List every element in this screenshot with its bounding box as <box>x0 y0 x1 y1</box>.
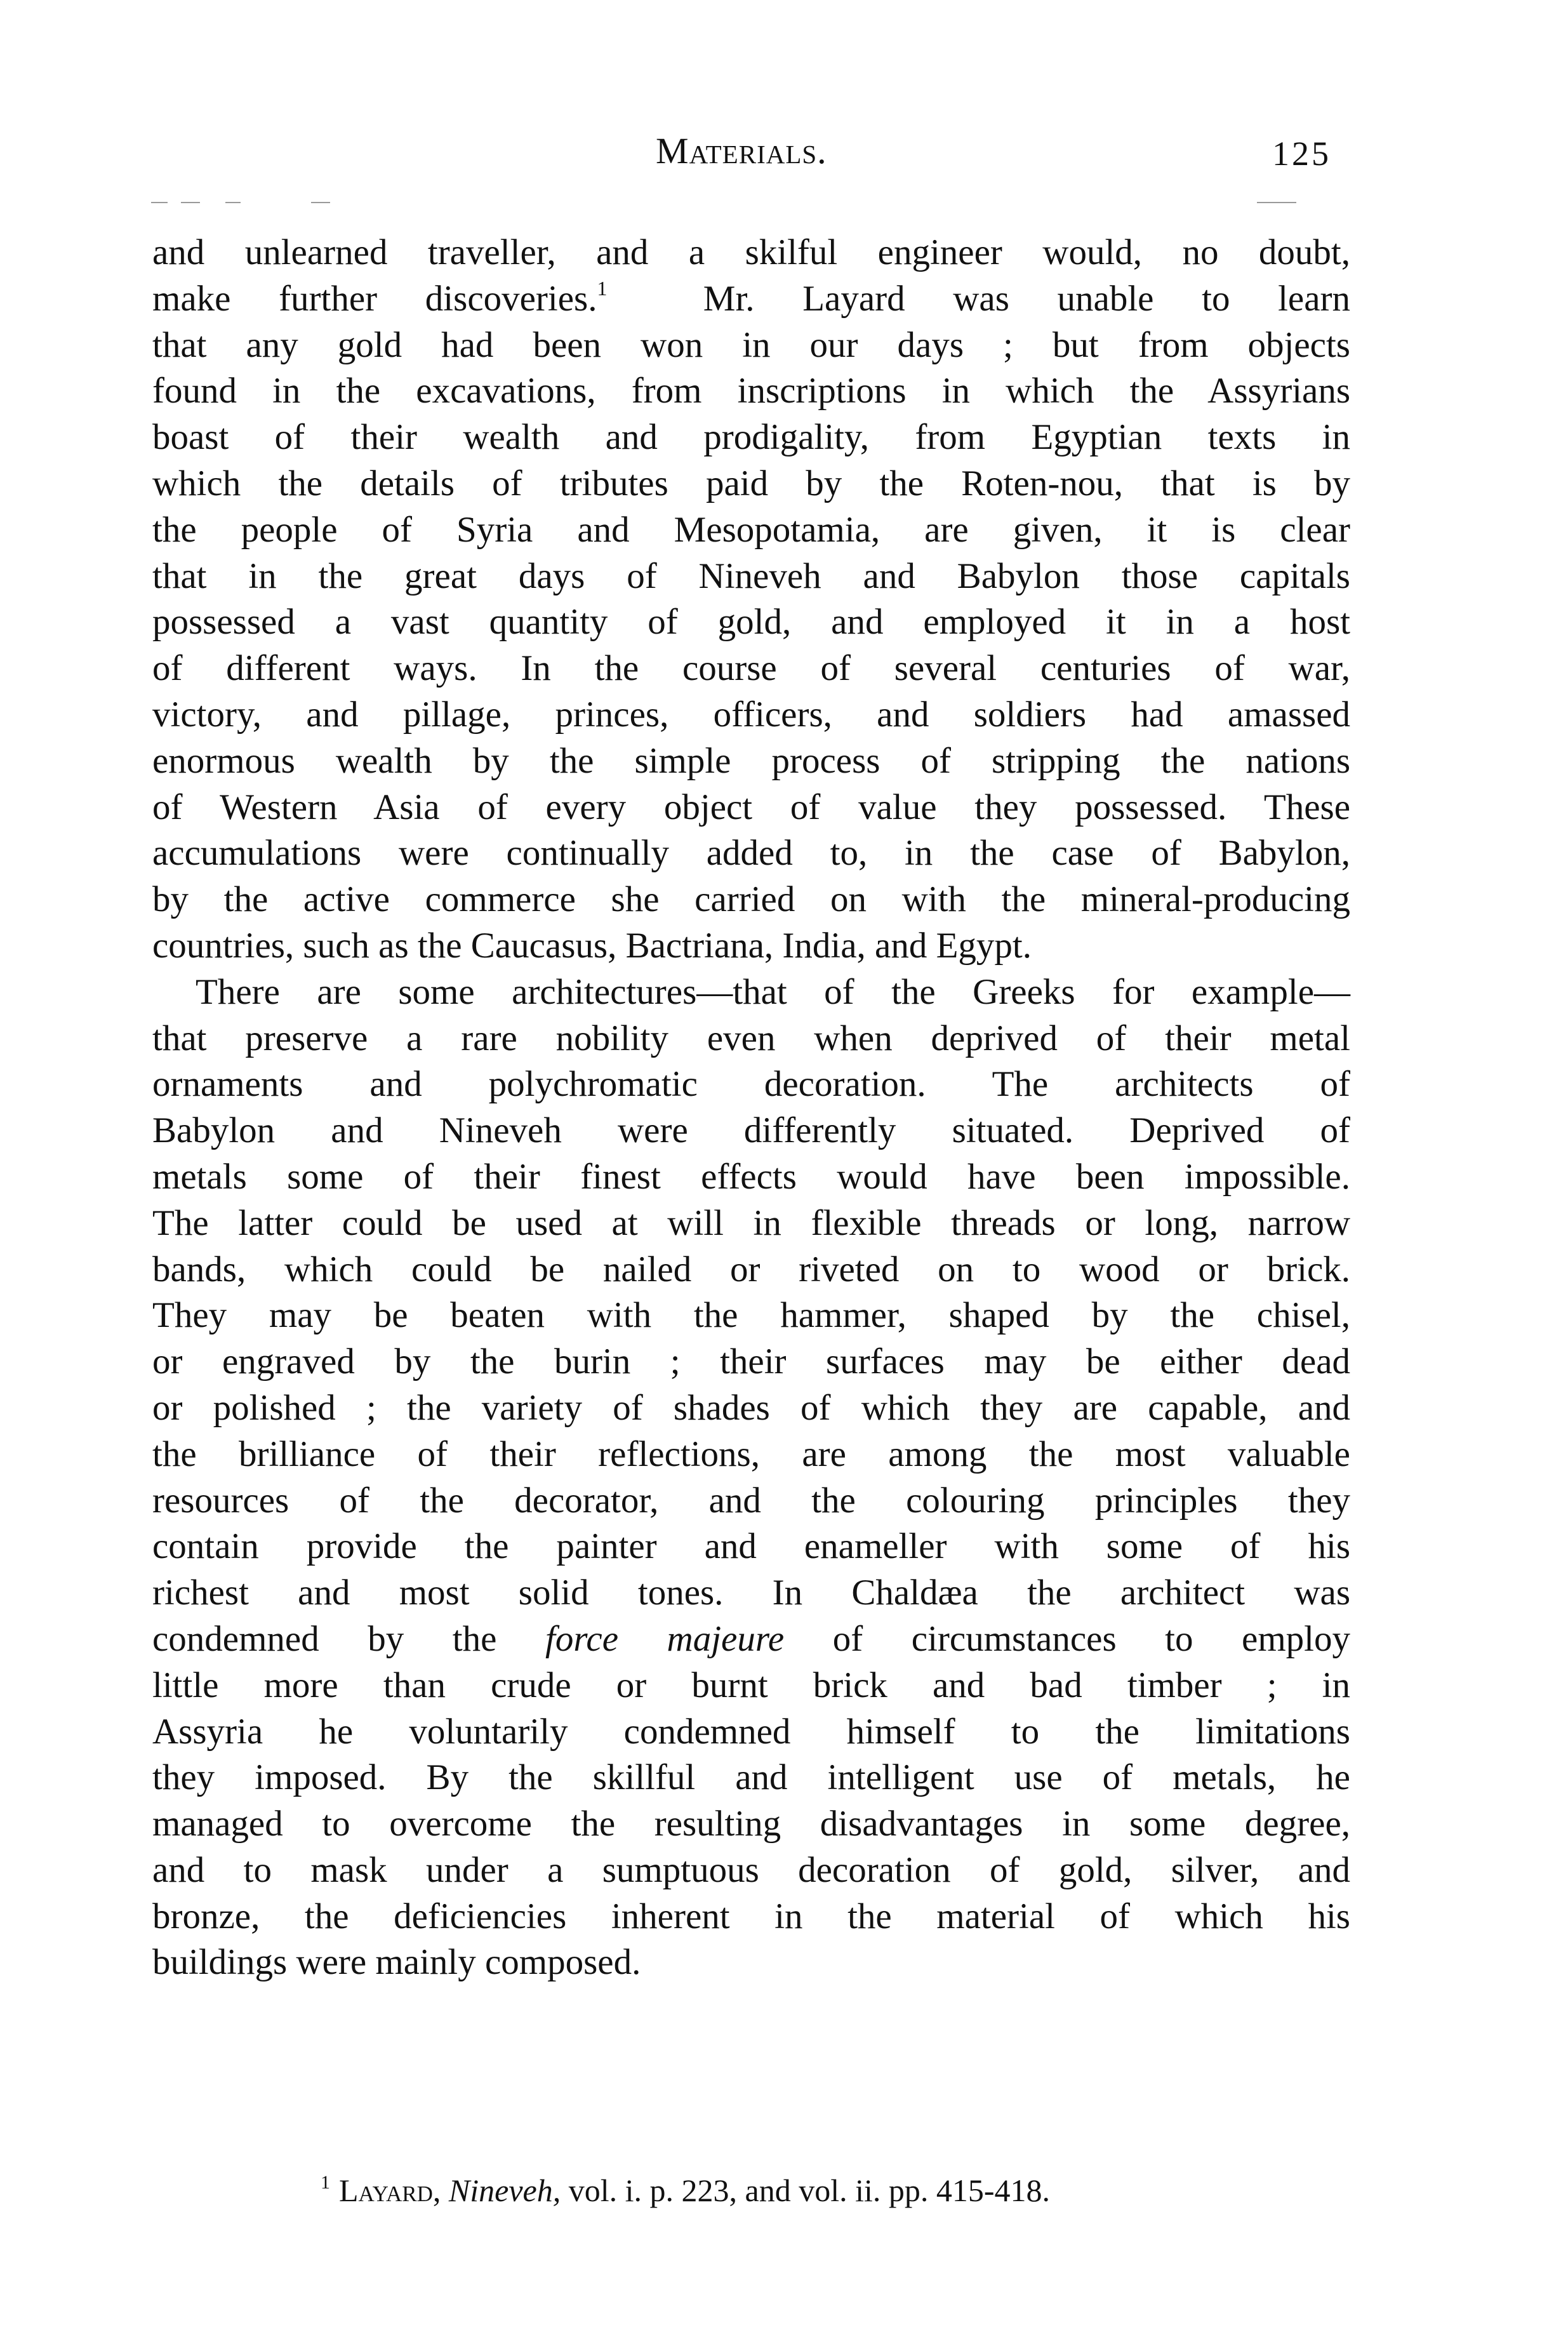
text-line: bands, which could be nailed or riveted on to wood or brick. <box>152 1249 1350 1289</box>
text-line: of different ways. In the course of several centuries of war, <box>152 648 1350 689</box>
footnote-citation: vol. i. p. 223, and vol. ii. pp. 415-418. <box>568 2173 1051 2208</box>
footnote-reference[interactable]: 1 <box>597 276 608 300</box>
text-line: They may be beaten with the hammer, shaped by the chisel, <box>152 1295 1350 1336</box>
footnote <box>321 2170 1050 2211</box>
text-line: little more than crude or burnt brick and bad timber ; in <box>152 1665 1350 1705</box>
text-line: resources of the decorator, and the colouring principles they <box>152 1480 1350 1521</box>
text-line: richest and most solid tones. In Chaldæa the architect was <box>152 1573 1350 1613</box>
text-line: that in the great days of Nineveh and Babylon those capitals <box>152 556 1350 596</box>
text-line: they imposed. By the skillful and intelligent use of metals, he <box>152 1757 1350 1798</box>
footnote-author: Layard, <box>339 2173 441 2208</box>
header-rule-dashes <box>133 202 1441 204</box>
text-line: that any gold had been won in our days ; but from objects <box>152 324 1350 365</box>
text-line: and unlearned traveller, and a skilful engineer would, no doubt, <box>152 232 1350 272</box>
text-line: managed to overcome the resulting disadvantages in some degree, <box>152 1804 1350 1844</box>
text-line: boast of their wealth and prodigality, from Egyptian texts in <box>152 417 1350 458</box>
text-line: Assyria he voluntarily condemned himself to the limitations <box>152 1711 1350 1752</box>
paragraph-2 <box>152 969 1350 1987</box>
text-line: the people of Syria and Mesopotamia, are given, it is clear <box>152 509 1350 550</box>
text-line: accumulations were continually added to, in the case of Babylon, <box>152 833 1350 874</box>
text-line: found in the excavations, from inscriptions in which the Assyrians <box>152 371 1350 411</box>
text-line: or polished ; the variety of shades of which they are capable, and <box>152 1387 1350 1428</box>
text-line: ornaments and polychromatic decoration. The architects of <box>152 1064 1350 1105</box>
text-line: and to mask under a sumptuous decoration of gold, silver, and <box>152 1849 1350 1890</box>
text-line: the brilliance of their reflections, are among the most valuable <box>152 1434 1350 1474</box>
text-line: victory, and pillage, princes, officers, and soldiers had amassed <box>152 694 1350 735</box>
text-line: make further discoveries.$^1$ Mr. Layard was unable to learn <box>152 276 1351 319</box>
paragraph-1 <box>152 230 1350 969</box>
text-line: condemned by the force majeure of circumstances to employ <box>152 1618 1351 1659</box>
text-line: Babylon and Nineveh were differently situated. Deprived of <box>152 1110 1350 1151</box>
body-text <box>152 230 1350 1986</box>
text-line: of Western Asia of every object of value they possessed. These <box>152 787 1350 827</box>
text-line: enormous wealth by the simple process of stripping the nations <box>152 740 1350 781</box>
text-line: that preserve a rare nobility even when deprived of their metal <box>152 1018 1350 1058</box>
text-line: which the details of tributes paid by the Roten-nou, that is by <box>152 463 1350 503</box>
text-line: contain provide the painter and enameller with some of his <box>152 1526 1350 1567</box>
italic-phrase: force majeure <box>545 1618 785 1659</box>
text-line: or engraved by the burin ; their surfaces may be either dead <box>152 1342 1350 1382</box>
text-line: The latter could be used at will in flexible threads or long, narrow <box>152 1202 1350 1243</box>
running-head <box>152 126 1350 176</box>
text-line: There are some architectures—that of the Greeks for example— <box>196 971 1350 1012</box>
text-line: countries, such as the Caucasus, Bactriana, India, and Egypt. <box>152 925 1032 966</box>
text-line: by the active commerce she carried on with the mineral-producing <box>152 879 1350 920</box>
footnote-title: Nineveh, <box>448 2173 561 2208</box>
footnote-marker: 1 <box>321 2172 330 2193</box>
text-line: buildings were mainly composed. <box>152 1942 641 1983</box>
text-line: bronze, the deficiencies inherent in the material of which his <box>152 1896 1350 1936</box>
page-number: 125 <box>1272 135 1331 173</box>
text-line: metals some of their finest effects would have been impossible. <box>152 1156 1350 1197</box>
running-title: Materials. <box>656 130 827 171</box>
text-line: possessed a vast quantity of gold, and employed it in a host <box>152 602 1350 643</box>
